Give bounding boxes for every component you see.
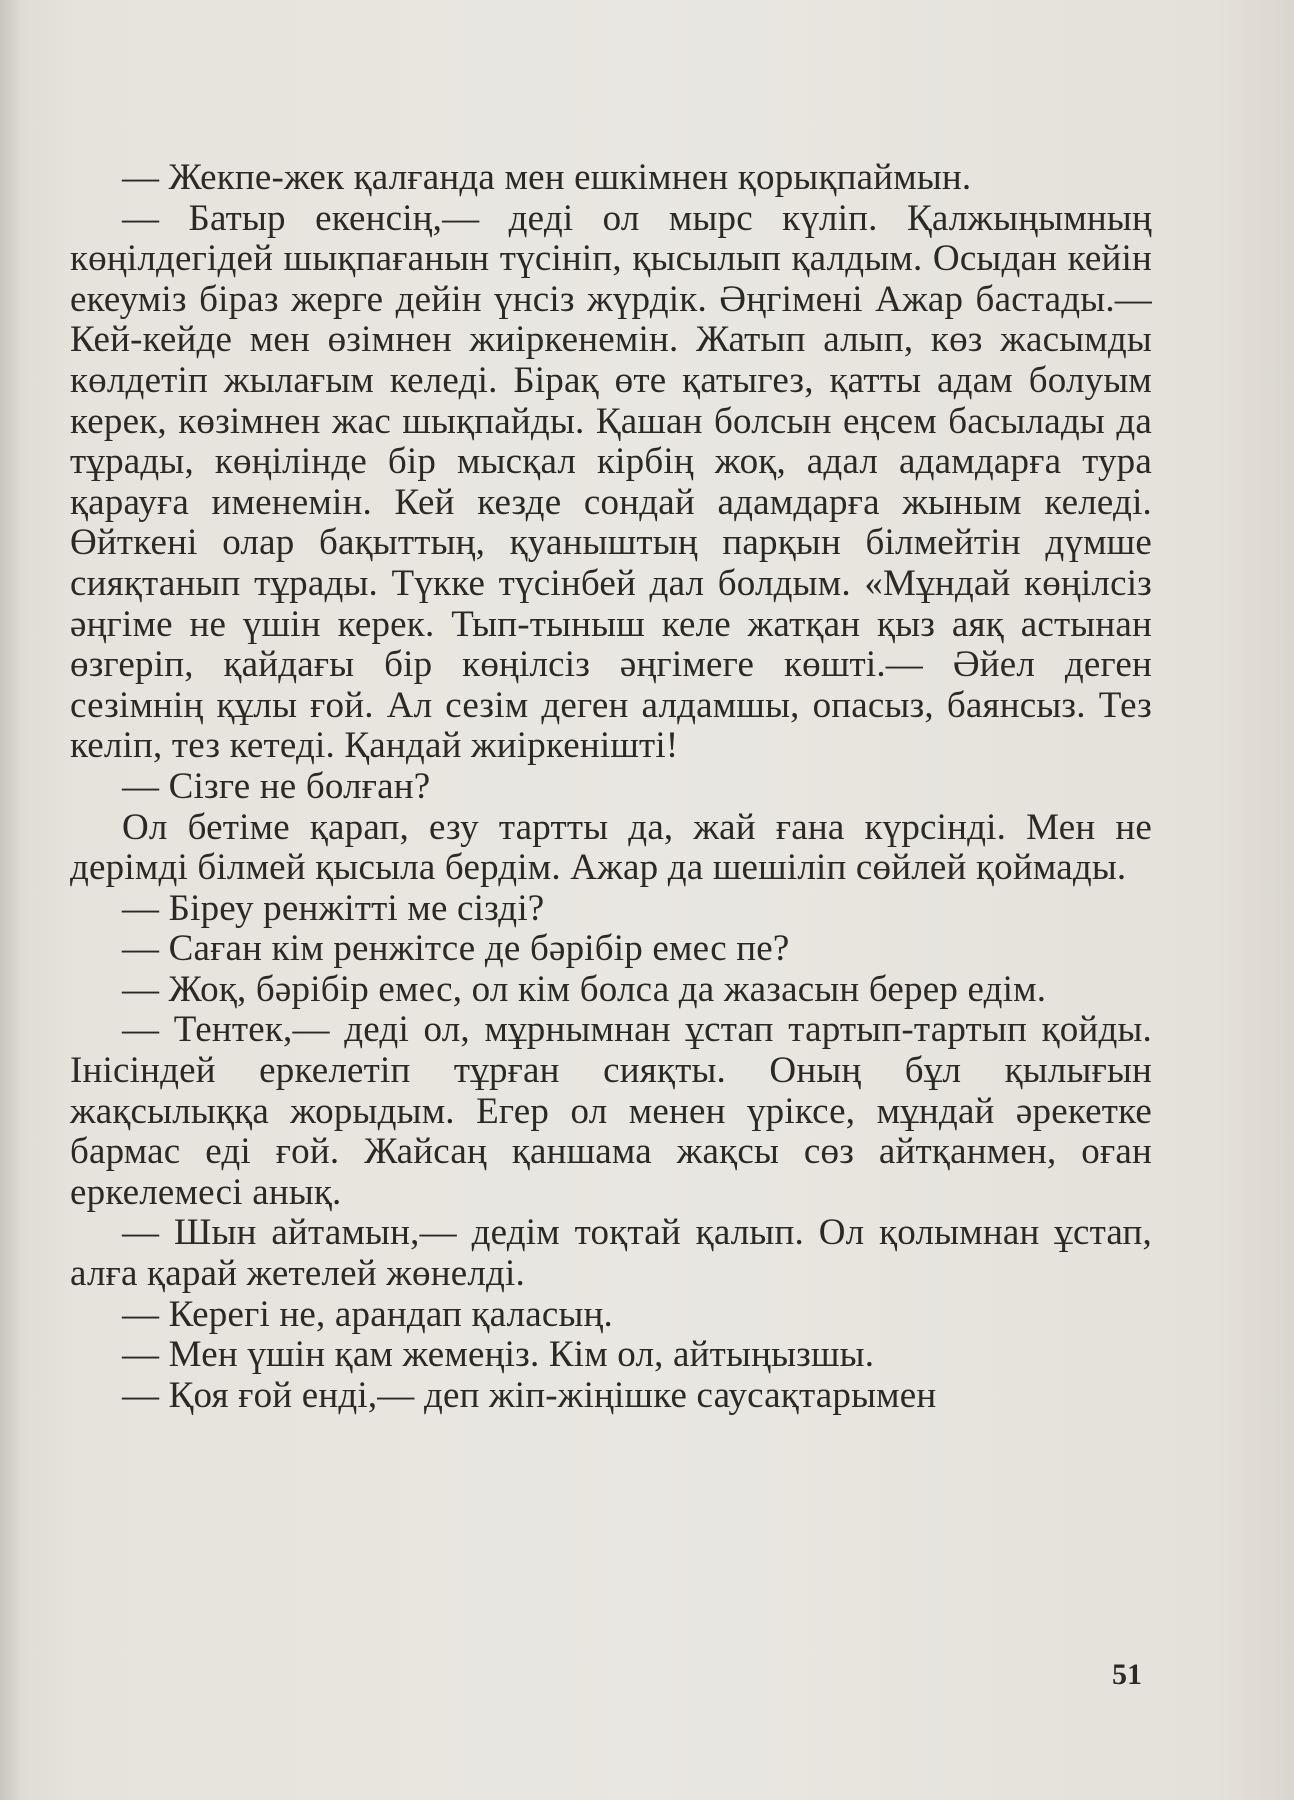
paragraph: — Тентек,— деді ол, мұрнымнан ұстап тартып-тартып қойды. Інісіндей еркелетіп тұрған сияқты. Оның бұл қылығын жақсылыққа жорыдым. Егер ол менен үріксе, мұндай әрекетке бармас еді ғой. Жайсаң қаншама жақсы сөз айтқанмен, оған еркелемесі анық.: [70, 1009, 1152, 1213]
body-text: [70, 158, 1152, 1416]
paragraph: Ол бетіме қарап, езу тартты да, жай ғана күрсінді. Мен не дерімді білмей қысыла бердім. Ажар да шешіліп сөйлей қоймады.: [70, 806, 1152, 889]
page-edge-shadow: [0, 0, 22, 1800]
paragraph: — Сізге не болған?: [122, 765, 431, 807]
paragraph: — Шын айтамын,— дедім тоқтай қалып. Ол қолымнан ұстап, алға қарай жетелей жөнелді.: [70, 1212, 1152, 1295]
paragraph: — Біреу ренжітті ме сізді?: [122, 887, 545, 929]
paragraph: — Керегі не, арандап қаласың.: [122, 1293, 613, 1335]
paragraph: — Батыр екенсің,— деді ол мырс күліп. Қалжыңымның көңілдегідей шықпағанын түсініп, қысылып қалдым. Осыдан кейін екеуміз біраз жерге дейін үнсіз жүрдік. Әңгімені Ажар бастады.—Кей-кейде мен өзімнен жиіркенемін. Жатып алып, көз жасымды көлдетіп жылағым келеді. Бірақ өте қатыгез, қатты адам болуым керек, көзімнен жас шықпайды. Қашан болсын еңсем басылады да тұрады, көңілінде бір мысқал кірбің жоқ, адал адамдарға тура қарауға именемін. Кей кезде сондай адамдарға жыным келеді. Өйткені олар бақыттың, қуаныштың парқын білмейтін дүмше сияқтанып тұрады. Түкке түсінбей дал болдым. «Мұндай көңілсіз әңгіме не үшін керек. Тып-тыныш келе жатқан қыз аяқ астынан өзгеріп, қайдағы бір көңілсіз әңгімеге көшті.— Әйел деген сезімнің құлы ғой. Ал сезім деген алдамшы, опасыз, баянсыз. Тез келіп, тез кетеді. Қандай жиіркенішті!: [70, 197, 1152, 767]
paragraph: — Жоқ, бәрібір емес, ол кім болса да жазасын берер едім.: [122, 968, 1047, 1010]
page-number: 51: [1112, 1658, 1142, 1691]
paragraph: — Жекпе-жек қалғанда мен ешкімнен қорықпаймын.: [122, 157, 972, 198]
paragraph: — Мен үшін қам жемеңіз. Кім ол, айтыңызшы.: [122, 1334, 875, 1376]
paragraph: — Қоя ғой енді,— деп жіп-жіңішке саусақтарымен: [122, 1374, 937, 1416]
paragraph: — Саған кім ренжітсе де бәрібір емес пе?: [122, 928, 790, 970]
